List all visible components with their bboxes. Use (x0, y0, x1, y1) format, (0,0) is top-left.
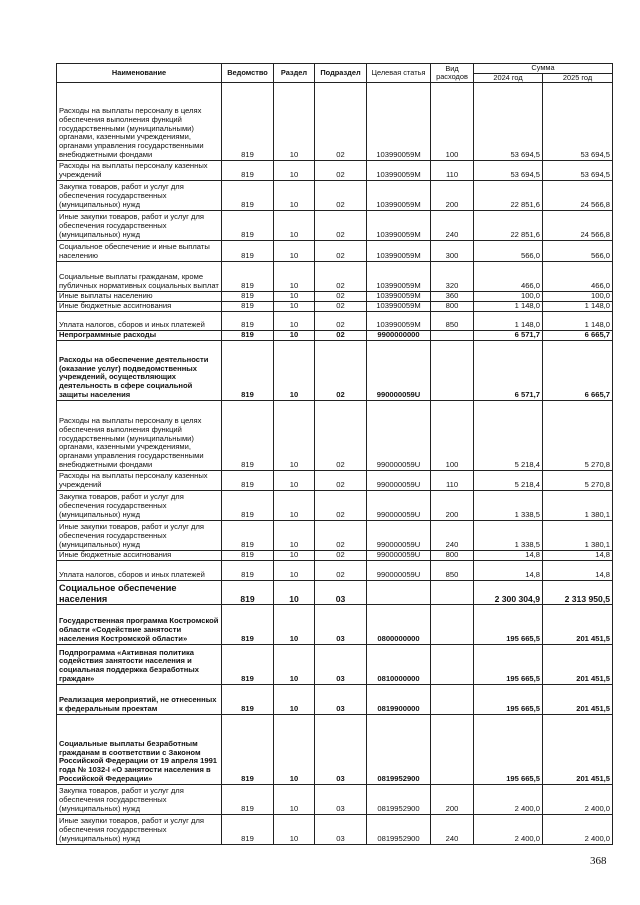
name-cell: Социальные выплаты гражданам, кроме публичных нормативных социальных выплат (57, 262, 222, 292)
page-number: 368 (590, 855, 607, 867)
subsection-cell: 03 (315, 785, 367, 815)
section-cell: 10 (274, 715, 315, 785)
dept-cell: 819 (222, 521, 274, 551)
name-cell: Закупка товаров, работ и услуг для обеспечения государственных (муниципальных) нужд (57, 491, 222, 521)
table-row (57, 581, 613, 605)
sum-2025-cell: 201 451,5 (543, 605, 613, 645)
type-cell: 100 (431, 401, 474, 471)
sum-2024-cell: 466,0 (474, 262, 543, 292)
table-row (57, 401, 613, 471)
target-cell: 103990059M (367, 181, 431, 211)
sum-2024-cell: 22 851,6 (474, 181, 543, 211)
sum-2025-cell: 14,8 (543, 551, 613, 561)
sum-2025-cell: 466,0 (543, 262, 613, 292)
type-cell: 850 (431, 561, 474, 581)
name-cell: Непрограммные расходы (57, 331, 222, 341)
section-cell: 10 (274, 815, 315, 845)
dept-cell: 819 (222, 551, 274, 561)
subsection-cell: 02 (315, 491, 367, 521)
type-cell: 240 (431, 521, 474, 551)
dept-cell: 819 (222, 785, 274, 815)
name-cell: Иные бюджетные ассигнования (57, 302, 222, 312)
target-cell: 103990059M (367, 302, 431, 312)
name-cell: Иные закупки товаров, работ и услуг для обеспечения государственных (муниципальных) нужд (57, 815, 222, 845)
table-row (57, 292, 613, 302)
target-cell: 990000059U (367, 491, 431, 521)
dept-cell: 819 (222, 302, 274, 312)
header-target: Целевая статья (367, 64, 431, 83)
table-row (57, 685, 613, 715)
budget-table-container (56, 63, 612, 845)
section-cell: 10 (274, 551, 315, 561)
name-cell: Уплата налогов, сборов и иных платежей (57, 561, 222, 581)
type-cell: 320 (431, 262, 474, 292)
name-cell: Уплата налогов, сборов и иных платежей (57, 312, 222, 331)
section-cell: 10 (274, 471, 315, 491)
target-cell: 103990059M (367, 211, 431, 241)
sum-2025-cell: 14,8 (543, 561, 613, 581)
section-cell: 10 (274, 341, 315, 401)
dept-cell: 819 (222, 211, 274, 241)
sum-2024-cell: 2 400,0 (474, 785, 543, 815)
type-cell: 360 (431, 292, 474, 302)
section-cell: 10 (274, 181, 315, 211)
header-name: Наименование (57, 64, 222, 83)
sum-2025-cell: 6 665,7 (543, 341, 613, 401)
section-cell: 10 (274, 161, 315, 181)
table-row (57, 605, 613, 645)
target-cell: 0819952900 (367, 715, 431, 785)
section-cell: 10 (274, 292, 315, 302)
section-cell: 10 (274, 561, 315, 581)
target-cell: 990000059U (367, 401, 431, 471)
type-cell: 200 (431, 785, 474, 815)
name-cell: Закупка товаров, работ и услуг для обеспечения государственных (муниципальных) нужд (57, 785, 222, 815)
target-cell: 990000059U (367, 521, 431, 551)
subsection-cell: 02 (315, 551, 367, 561)
dept-cell: 819 (222, 83, 274, 161)
section-cell: 10 (274, 312, 315, 331)
target-cell: 0810000000 (367, 645, 431, 685)
table-row (57, 521, 613, 551)
section-cell: 10 (274, 581, 315, 605)
sum-2024-cell: 1 148,0 (474, 302, 543, 312)
sum-2024-cell: 1 338,5 (474, 521, 543, 551)
type-cell (431, 645, 474, 685)
target-cell: 0819900000 (367, 685, 431, 715)
sum-2024-cell: 195 665,5 (474, 645, 543, 685)
name-cell: Закупка товаров, работ и услуг для обеспечения государственных (муниципальных) нужд (57, 181, 222, 211)
header-2025: 2025 год (543, 73, 613, 83)
table-row (57, 815, 613, 845)
section-cell: 10 (274, 685, 315, 715)
sum-2025-cell: 1 148,0 (543, 312, 613, 331)
type-cell: 110 (431, 161, 474, 181)
header-type: Вид расходов (431, 64, 474, 83)
dept-cell: 819 (222, 491, 274, 521)
type-cell: 110 (431, 471, 474, 491)
dept-cell: 819 (222, 581, 274, 605)
target-cell (367, 581, 431, 605)
table-header (57, 64, 613, 83)
type-cell: 200 (431, 491, 474, 521)
name-cell: Иные закупки товаров, работ и услуг для обеспечения государственных (муниципальных) нужд (57, 211, 222, 241)
table-row (57, 83, 613, 161)
sum-2024-cell: 2 400,0 (474, 815, 543, 845)
type-cell: 300 (431, 241, 474, 262)
subsection-cell: 02 (315, 401, 367, 471)
table-row (57, 341, 613, 401)
sum-2024-cell: 195 665,5 (474, 605, 543, 645)
sum-2025-cell: 53 694,5 (543, 83, 613, 161)
subsection-cell: 03 (315, 685, 367, 715)
subsection-cell: 02 (315, 302, 367, 312)
target-cell: 990000059U (367, 471, 431, 491)
subsection-cell: 02 (315, 312, 367, 331)
type-cell (431, 341, 474, 401)
header-subsection: Подраздел (315, 64, 367, 83)
target-cell: 990000059U (367, 561, 431, 581)
sum-2025-cell: 201 451,5 (543, 685, 613, 715)
dept-cell: 819 (222, 715, 274, 785)
target-cell: 990000059U (367, 341, 431, 401)
subsection-cell: 02 (315, 211, 367, 241)
subsection-cell: 02 (315, 341, 367, 401)
name-cell: Расходы на выплаты персоналу в целях обеспечения выполнения функций государственными (муниципальными) органами, казенными учреждениями, органами управления государственными внебюджетными фондами (57, 401, 222, 471)
type-cell (431, 331, 474, 341)
table-row (57, 241, 613, 262)
sum-2024-cell: 22 851,6 (474, 211, 543, 241)
table-row (57, 471, 613, 491)
name-cell: Иные закупки товаров, работ и услуг для обеспечения государственных (муниципальных) нужд (57, 521, 222, 551)
table-row (57, 645, 613, 685)
sum-2024-cell: 1 148,0 (474, 312, 543, 331)
type-cell (431, 605, 474, 645)
name-cell: Расходы на выплаты персоналу казенных учреждений (57, 161, 222, 181)
type-cell: 800 (431, 302, 474, 312)
sum-2025-cell: 2 313 950,5 (543, 581, 613, 605)
name-cell: Расходы на выплаты персоналу казенных учреждений (57, 471, 222, 491)
dept-cell: 819 (222, 292, 274, 302)
section-cell: 10 (274, 83, 315, 161)
dept-cell: 819 (222, 262, 274, 292)
dept-cell: 819 (222, 161, 274, 181)
type-cell: 800 (431, 551, 474, 561)
dept-cell: 819 (222, 561, 274, 581)
section-cell: 10 (274, 401, 315, 471)
subsection-cell: 02 (315, 83, 367, 161)
sum-2025-cell: 566,0 (543, 241, 613, 262)
subsection-cell: 02 (315, 241, 367, 262)
sum-2024-cell: 2 300 304,9 (474, 581, 543, 605)
dept-cell: 819 (222, 181, 274, 211)
table-row (57, 211, 613, 241)
name-cell: Государственная программа Костромской области «Содействие занятости населения Костромской области» (57, 605, 222, 645)
sum-2025-cell: 24 566,8 (543, 181, 613, 211)
target-cell: 0819952900 (367, 815, 431, 845)
name-cell: Расходы на выплаты персоналу в целях обеспечения выполнения функций государственными (муниципальными) органами, казенными учреждениями, органами управления государственными внебюджетными фондами (57, 83, 222, 161)
sum-2025-cell: 2 400,0 (543, 785, 613, 815)
sum-2025-cell: 100,0 (543, 292, 613, 302)
sum-2024-cell: 566,0 (474, 241, 543, 262)
budget-table (56, 63, 613, 845)
subsection-cell: 03 (315, 815, 367, 845)
table-row (57, 715, 613, 785)
sum-2024-cell: 195 665,5 (474, 685, 543, 715)
target-cell: 103990059M (367, 312, 431, 331)
sum-2024-cell: 6 571,7 (474, 331, 543, 341)
target-cell: 103990059M (367, 241, 431, 262)
subsection-cell: 02 (315, 561, 367, 581)
subsection-cell: 02 (315, 161, 367, 181)
type-cell (431, 685, 474, 715)
section-cell: 10 (274, 331, 315, 341)
target-cell: 103990059M (367, 83, 431, 161)
section-cell: 10 (274, 491, 315, 521)
target-cell: 0800000000 (367, 605, 431, 645)
target-cell: 990000059U (367, 551, 431, 561)
table-body (57, 83, 613, 845)
sum-2025-cell: 1 380,1 (543, 521, 613, 551)
section-cell: 10 (274, 302, 315, 312)
sum-2024-cell: 6 571,7 (474, 341, 543, 401)
dept-cell: 819 (222, 605, 274, 645)
type-cell: 100 (431, 83, 474, 161)
subsection-cell: 03 (315, 645, 367, 685)
header-sum: Сумма (474, 64, 613, 74)
table-row (57, 312, 613, 331)
type-cell: 240 (431, 211, 474, 241)
table-row (57, 551, 613, 561)
sum-2025-cell: 53 694,5 (543, 161, 613, 181)
sum-2025-cell: 24 566,8 (543, 211, 613, 241)
name-cell: Иные бюджетные ассигнования (57, 551, 222, 561)
subsection-cell: 03 (315, 605, 367, 645)
subsection-cell: 03 (315, 581, 367, 605)
subsection-cell: 02 (315, 262, 367, 292)
type-cell: 850 (431, 312, 474, 331)
sum-2024-cell: 53 694,5 (474, 161, 543, 181)
sum-2025-cell: 2 400,0 (543, 815, 613, 845)
dept-cell: 819 (222, 401, 274, 471)
sum-2025-cell: 5 270,8 (543, 401, 613, 471)
target-cell: 103990059M (367, 262, 431, 292)
subsection-cell: 03 (315, 715, 367, 785)
name-cell: Расходы на обеспечение деятельности (оказание услуг) подведомственных учреждений, осуществляющих деятельность в сфере социальной защиты населения (57, 341, 222, 401)
dept-cell: 819 (222, 685, 274, 715)
sum-2024-cell: 14,8 (474, 561, 543, 581)
dept-cell: 819 (222, 645, 274, 685)
sum-2024-cell: 5 218,4 (474, 471, 543, 491)
name-cell: Реализация мероприятий, не отнесенных к федеральным проектам (57, 685, 222, 715)
name-cell: Иные выплаты населению (57, 292, 222, 302)
target-cell: 103990059M (367, 161, 431, 181)
target-cell: 9900000000 (367, 331, 431, 341)
subsection-cell: 02 (315, 521, 367, 551)
subsection-cell: 02 (315, 331, 367, 341)
table-row (57, 561, 613, 581)
type-cell: 240 (431, 815, 474, 845)
subsection-cell: 02 (315, 181, 367, 211)
table-row (57, 491, 613, 521)
sum-2025-cell: 201 451,5 (543, 645, 613, 685)
header-2024: 2024 год (474, 73, 543, 83)
name-cell: Социальное обеспечение и иные выплаты населению (57, 241, 222, 262)
dept-cell: 819 (222, 471, 274, 491)
sum-2025-cell: 6 665,7 (543, 331, 613, 341)
type-cell: 200 (431, 181, 474, 211)
target-cell: 0819952900 (367, 785, 431, 815)
section-cell: 10 (274, 241, 315, 262)
section-cell: 10 (274, 605, 315, 645)
sum-2024-cell: 14,8 (474, 551, 543, 561)
header-dept: Ведомство (222, 64, 274, 83)
section-cell: 10 (274, 645, 315, 685)
subsection-cell: 02 (315, 471, 367, 491)
header-section: Раздел (274, 64, 315, 83)
sum-2024-cell: 53 694,5 (474, 83, 543, 161)
dept-cell: 819 (222, 341, 274, 401)
section-cell: 10 (274, 785, 315, 815)
dept-cell: 819 (222, 815, 274, 845)
table-row (57, 161, 613, 181)
table-row (57, 331, 613, 341)
type-cell (431, 715, 474, 785)
sum-2024-cell: 1 338,5 (474, 491, 543, 521)
name-cell: Социальное обеспечение населения (57, 581, 222, 605)
dept-cell: 819 (222, 312, 274, 331)
name-cell: Подпрограмма «Активная политика содействия занятости населения и социальная поддержка безработных граждан» (57, 645, 222, 685)
sum-2024-cell: 100,0 (474, 292, 543, 302)
sum-2024-cell: 195 665,5 (474, 715, 543, 785)
section-cell: 10 (274, 521, 315, 551)
sum-2025-cell: 201 451,5 (543, 715, 613, 785)
sum-2025-cell: 5 270,8 (543, 471, 613, 491)
dept-cell: 819 (222, 241, 274, 262)
sum-2025-cell: 1 148,0 (543, 302, 613, 312)
name-cell: Социальные выплаты безработным гражданам в соответствии с Законом Российской Федерации от 19 апреля 1991 года № 1032-I «О занятости населения в Российской Федерации» (57, 715, 222, 785)
target-cell: 103990059M (367, 292, 431, 302)
section-cell: 10 (274, 262, 315, 292)
subsection-cell: 02 (315, 292, 367, 302)
sum-2024-cell: 5 218,4 (474, 401, 543, 471)
table-row (57, 785, 613, 815)
type-cell (431, 581, 474, 605)
table-row (57, 181, 613, 211)
table-row (57, 262, 613, 292)
dept-cell: 819 (222, 331, 274, 341)
section-cell: 10 (274, 211, 315, 241)
table-row (57, 302, 613, 312)
sum-2025-cell: 1 380,1 (543, 491, 613, 521)
